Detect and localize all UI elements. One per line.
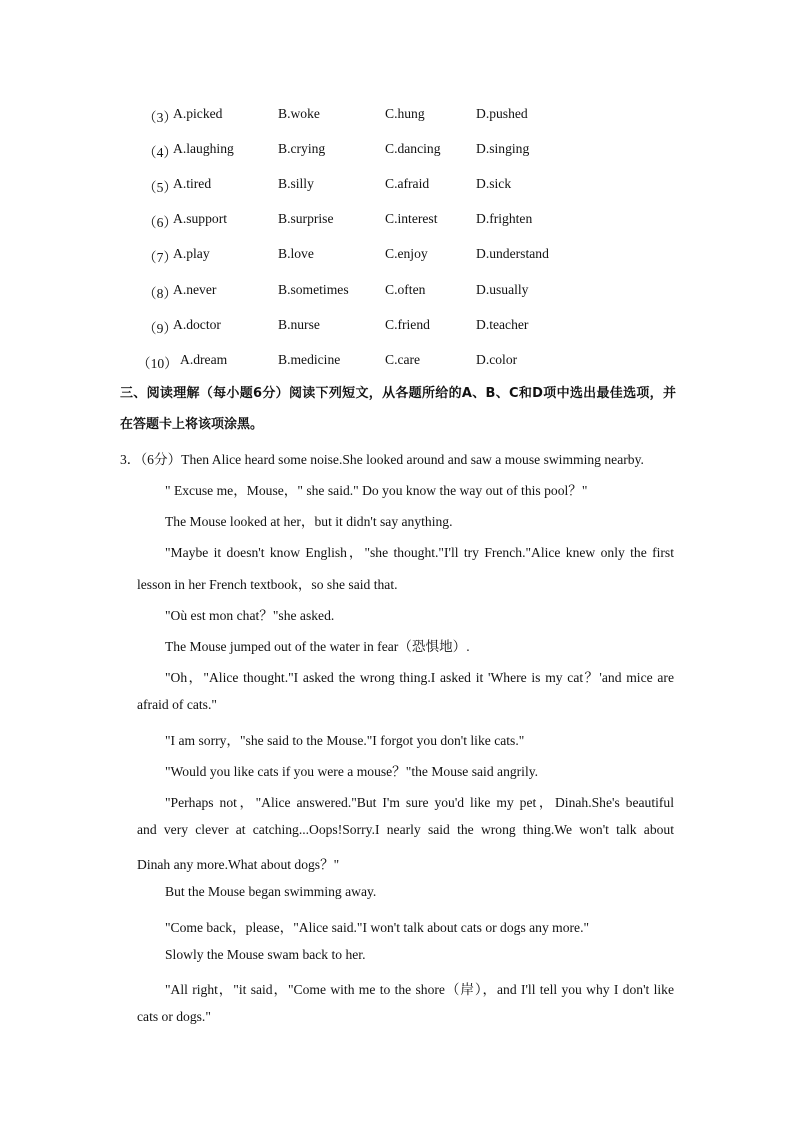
question-number: （9） bbox=[143, 321, 177, 336]
option-c: C.hung bbox=[385, 106, 425, 121]
passage-line: The Mouse jumped out of the water in fear（恐惧地）. bbox=[165, 639, 470, 654]
option-row-3 bbox=[0, 106, 794, 126]
passage-line: "Would you like cats if you were a mouse？"the Mouse said angrily. bbox=[165, 764, 539, 779]
option-a: A.tired bbox=[173, 176, 212, 191]
option-a: A.doctor bbox=[173, 317, 221, 332]
question-number: （7） bbox=[143, 250, 177, 265]
option-c: C.interest bbox=[385, 211, 438, 226]
option-c: C.dancing bbox=[385, 141, 441, 156]
passage-line: Then Alice heard some noise.She looked around and saw a mouse swimming nearby. bbox=[181, 452, 644, 467]
question-number: （4） bbox=[143, 145, 177, 160]
passage-line: " Excuse me，Mouse，" she said." Do you know the way out of this pool？" bbox=[165, 483, 588, 498]
option-row-4 bbox=[0, 141, 794, 161]
passage-line: "Perhaps not，"Alice answered."But I'm sure you'd like my pet，Dinah.She's beautiful bbox=[165, 795, 674, 810]
passage-line: "All right，"it said，"Come with me to the shore（岸），and I'll tell you why I don't like bbox=[165, 982, 674, 997]
option-a: A.dream bbox=[180, 352, 228, 367]
option-b: B.woke bbox=[278, 106, 320, 121]
question-number: （3） bbox=[143, 110, 177, 125]
option-b: B.silly bbox=[278, 176, 314, 191]
passage-line: "Oh，"Alice thought."I asked the wrong thing.I asked it 'Where is my cat？'and mice are bbox=[165, 670, 674, 685]
option-d: D.frighten bbox=[476, 211, 533, 226]
option-b: B.love bbox=[278, 246, 314, 261]
option-d: D.pushed bbox=[476, 106, 528, 121]
question-number: （10） bbox=[137, 356, 178, 371]
passage-line: "Maybe it doesn't know English，"she thought."I'll try French."Alice knew only the first bbox=[165, 545, 674, 560]
option-d: D.sick bbox=[476, 176, 512, 191]
passage-line: The Mouse looked at her，but it didn't say anything. bbox=[165, 514, 453, 529]
option-c: C.often bbox=[385, 282, 426, 297]
option-a: A.support bbox=[173, 211, 227, 226]
passage-first-line bbox=[120, 448, 644, 468]
option-c: C.afraid bbox=[385, 176, 430, 191]
question-label: 3．（6分） bbox=[120, 452, 182, 467]
option-row-6 bbox=[0, 211, 794, 231]
option-row-8 bbox=[0, 282, 794, 302]
option-row-7 bbox=[0, 246, 794, 266]
option-d: D.teacher bbox=[476, 317, 529, 332]
option-a: A.picked bbox=[173, 106, 223, 121]
question-number: （8） bbox=[143, 286, 177, 301]
passage-line: "Come back，please，"Alice said."I won't talk about cats or dogs any more." bbox=[165, 920, 590, 935]
option-b: B.surprise bbox=[278, 211, 334, 226]
option-a: A.play bbox=[173, 246, 210, 261]
option-c: C.friend bbox=[385, 317, 430, 332]
option-row-9 bbox=[0, 317, 794, 337]
option-d: D.usually bbox=[476, 282, 529, 297]
option-d: D.color bbox=[476, 352, 518, 367]
option-d: D.singing bbox=[476, 141, 530, 156]
passage-line: Slowly the Mouse swam back to her. bbox=[165, 947, 366, 962]
passage-line: lesson in her French textbook，so she said that. bbox=[137, 577, 398, 592]
option-c: C.enjoy bbox=[385, 246, 428, 261]
option-b: B.medicine bbox=[278, 352, 341, 367]
option-a: A.never bbox=[173, 282, 217, 297]
option-row-5 bbox=[0, 176, 794, 196]
passage-line: Dinah any more.What about dogs？" bbox=[137, 857, 340, 872]
option-row-10 bbox=[0, 352, 794, 372]
option-b: B.nurse bbox=[278, 317, 320, 332]
passage-line: But the Mouse began swimming away. bbox=[165, 884, 377, 899]
passage-line: "Où est mon chat？"she asked. bbox=[165, 608, 335, 623]
passage-line: "I am sorry，"she said to the Mouse."I forgot you don't like cats." bbox=[165, 733, 525, 748]
option-a: A.laughing bbox=[173, 141, 234, 156]
question-number: （5） bbox=[143, 180, 177, 195]
question-number: （6） bbox=[143, 215, 177, 230]
section-heading: 三、阅读理解（每小题6分）阅读下列短文，从各题所给的A、B、C和D项中选出最佳选项，并在答题卡上将该项涂黑。 bbox=[120, 386, 676, 432]
option-b: B.crying bbox=[278, 141, 326, 156]
option-d: D.understand bbox=[476, 246, 549, 261]
passage-line: and very clever at catching...Oops!Sorry.I nearly said the wrong thing.We won't talk about bbox=[137, 822, 674, 837]
option-c: C.care bbox=[385, 352, 421, 367]
passage-line: afraid of cats." bbox=[137, 697, 217, 712]
passage-line: cats or dogs." bbox=[137, 1009, 211, 1024]
option-b: B.sometimes bbox=[278, 282, 349, 297]
